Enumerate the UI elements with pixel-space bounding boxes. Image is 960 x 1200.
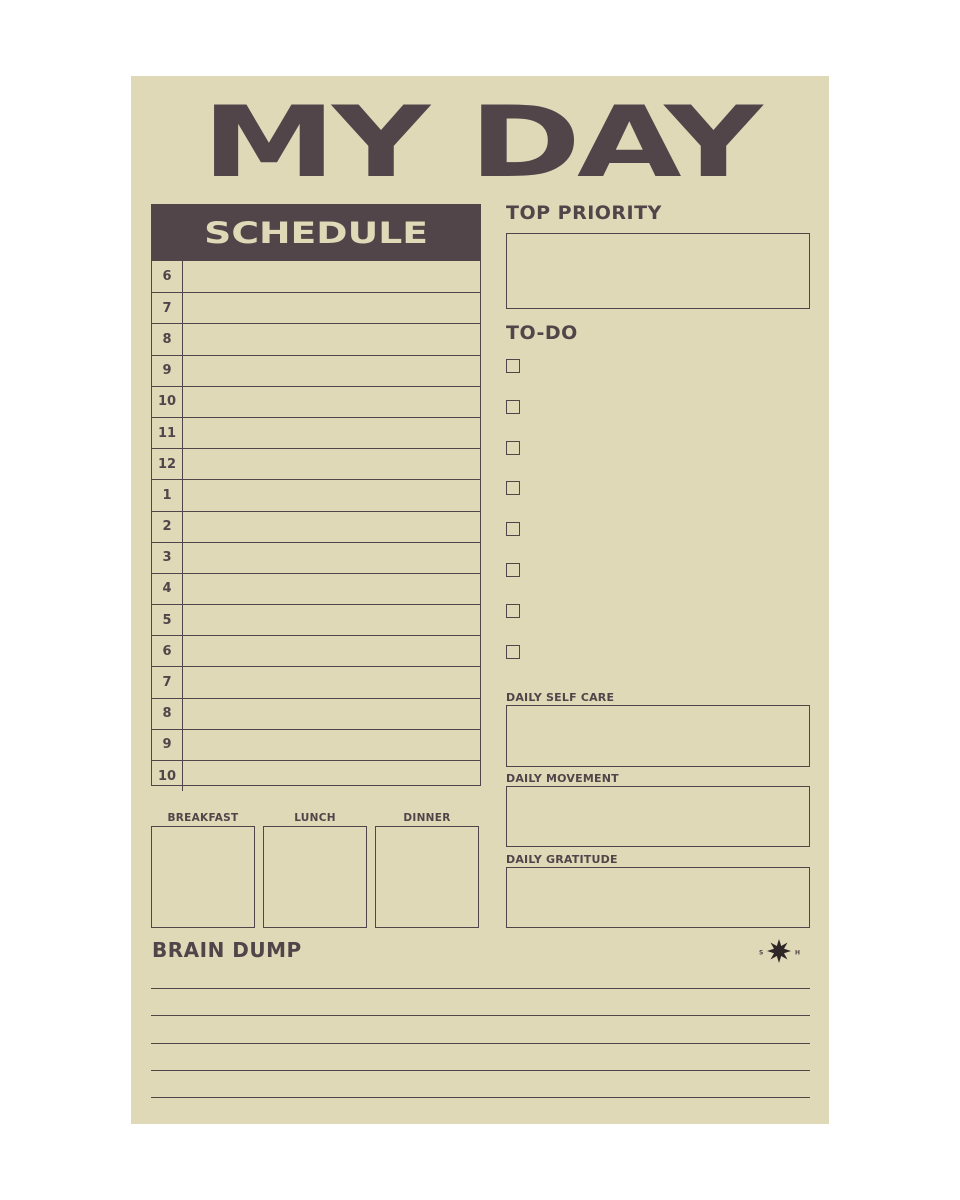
- schedule-slot[interactable]: [183, 293, 480, 323]
- schedule-hour-label: 4: [152, 574, 183, 604]
- todo-checkbox[interactable]: [506, 645, 520, 659]
- gratitude-box[interactable]: [506, 867, 810, 928]
- schedule-hour-label: 11: [152, 418, 183, 448]
- gratitude-heading: DAILY GRATITUDE: [506, 853, 618, 866]
- schedule-row: [152, 542, 480, 573]
- schedule-row: [152, 261, 480, 292]
- schedule-slot[interactable]: [183, 667, 480, 697]
- todo-checkbox[interactable]: [506, 441, 520, 455]
- schedule-slot[interactable]: [183, 512, 480, 542]
- brain-dump-line[interactable]: [151, 1070, 810, 1071]
- movement-heading: DAILY MOVEMENT: [506, 772, 619, 785]
- schedule-slot[interactable]: [183, 324, 480, 354]
- lunch-label: LUNCH: [294, 812, 336, 824]
- schedule-hour-label: 10: [152, 387, 183, 417]
- brain-dump-heading: BRAIN DUMP: [152, 938, 302, 962]
- schedule-heading: SCHEDULE: [204, 216, 428, 250]
- schedule-slot[interactable]: [183, 387, 480, 417]
- schedule-row: [152, 666, 480, 697]
- schedule-hour-label: 8: [152, 699, 183, 729]
- schedule-slot[interactable]: [183, 699, 480, 729]
- schedule-row: [152, 355, 480, 386]
- self-care-box[interactable]: [506, 705, 810, 767]
- schedule-hour-label: 7: [152, 293, 183, 323]
- brain-dump-line[interactable]: [151, 1043, 810, 1044]
- schedule-row: [152, 386, 480, 417]
- schedule-hour-label: 12: [152, 449, 183, 479]
- schedule-row: [152, 760, 480, 791]
- logo-letter-right: H: [795, 949, 801, 957]
- sun-burst-icon: [758, 936, 802, 966]
- todo-checkbox[interactable]: [506, 400, 520, 414]
- schedule-slot[interactable]: [183, 636, 480, 666]
- schedule-slot[interactable]: [183, 356, 480, 386]
- schedule-hour-label: 6: [152, 636, 183, 666]
- dinner-box[interactable]: [375, 826, 479, 928]
- todo-checkbox[interactable]: [506, 563, 520, 577]
- movement-box[interactable]: [506, 786, 810, 847]
- schedule-header: [152, 205, 480, 261]
- breakfast-box[interactable]: [151, 826, 255, 928]
- lunch-box[interactable]: [263, 826, 367, 928]
- schedule-hour-label: 9: [152, 730, 183, 760]
- schedule-row: [152, 323, 480, 354]
- schedule-row: [152, 698, 480, 729]
- schedule-slot[interactable]: [183, 605, 480, 635]
- schedule-hour-label: 6: [152, 261, 183, 292]
- schedule-row: [152, 729, 480, 760]
- schedule-hour-label: 7: [152, 667, 183, 697]
- self-care-heading: DAILY SELF CARE: [506, 691, 615, 704]
- brain-dump-line[interactable]: [151, 1097, 810, 1098]
- schedule-row: [152, 292, 480, 323]
- schedule-hour-label: 1: [152, 480, 183, 510]
- schedule-row: [152, 479, 480, 510]
- page-title: MY DAY: [201, 86, 759, 200]
- schedule-rows: [152, 261, 480, 791]
- schedule-hour-label: 3: [152, 543, 183, 573]
- todo-checkbox[interactable]: [506, 481, 520, 495]
- schedule-row: [152, 511, 480, 542]
- schedule-hour-label: 5: [152, 605, 183, 635]
- schedule-slot[interactable]: [183, 574, 480, 604]
- schedule-slot[interactable]: [183, 761, 480, 791]
- schedule-slot[interactable]: [183, 449, 480, 479]
- schedule-slot[interactable]: [183, 543, 480, 573]
- schedule-hour-label: 8: [152, 324, 183, 354]
- logo-letter-left: S: [759, 949, 764, 957]
- todo-checkbox[interactable]: [506, 604, 520, 618]
- schedule-row: [152, 448, 480, 479]
- schedule-hour-label: 2: [152, 512, 183, 542]
- schedule-slot[interactable]: [183, 480, 480, 510]
- schedule-row: [152, 573, 480, 604]
- schedule-row: [152, 635, 480, 666]
- schedule-row: [152, 417, 480, 448]
- brain-dump-line[interactable]: [151, 988, 810, 989]
- todo-checkbox[interactable]: [506, 359, 520, 373]
- todo-checkbox[interactable]: [506, 522, 520, 536]
- todo-heading: TO-DO: [506, 322, 578, 344]
- dinner-label: DINNER: [403, 812, 451, 824]
- planner-page: [131, 76, 829, 1124]
- top-priority-heading: TOP PRIORITY: [506, 202, 662, 224]
- schedule-slot[interactable]: [183, 730, 480, 760]
- schedule-slot[interactable]: [183, 261, 480, 292]
- brain-dump-line[interactable]: [151, 1015, 810, 1016]
- schedule-slot[interactable]: [183, 418, 480, 448]
- schedule-hour-label: 9: [152, 356, 183, 386]
- top-priority-box[interactable]: [506, 233, 810, 309]
- schedule-hour-label: 10: [152, 761, 183, 791]
- schedule-table: [151, 204, 481, 786]
- breakfast-label: BREAKFAST: [167, 812, 239, 824]
- schedule-row: [152, 604, 480, 635]
